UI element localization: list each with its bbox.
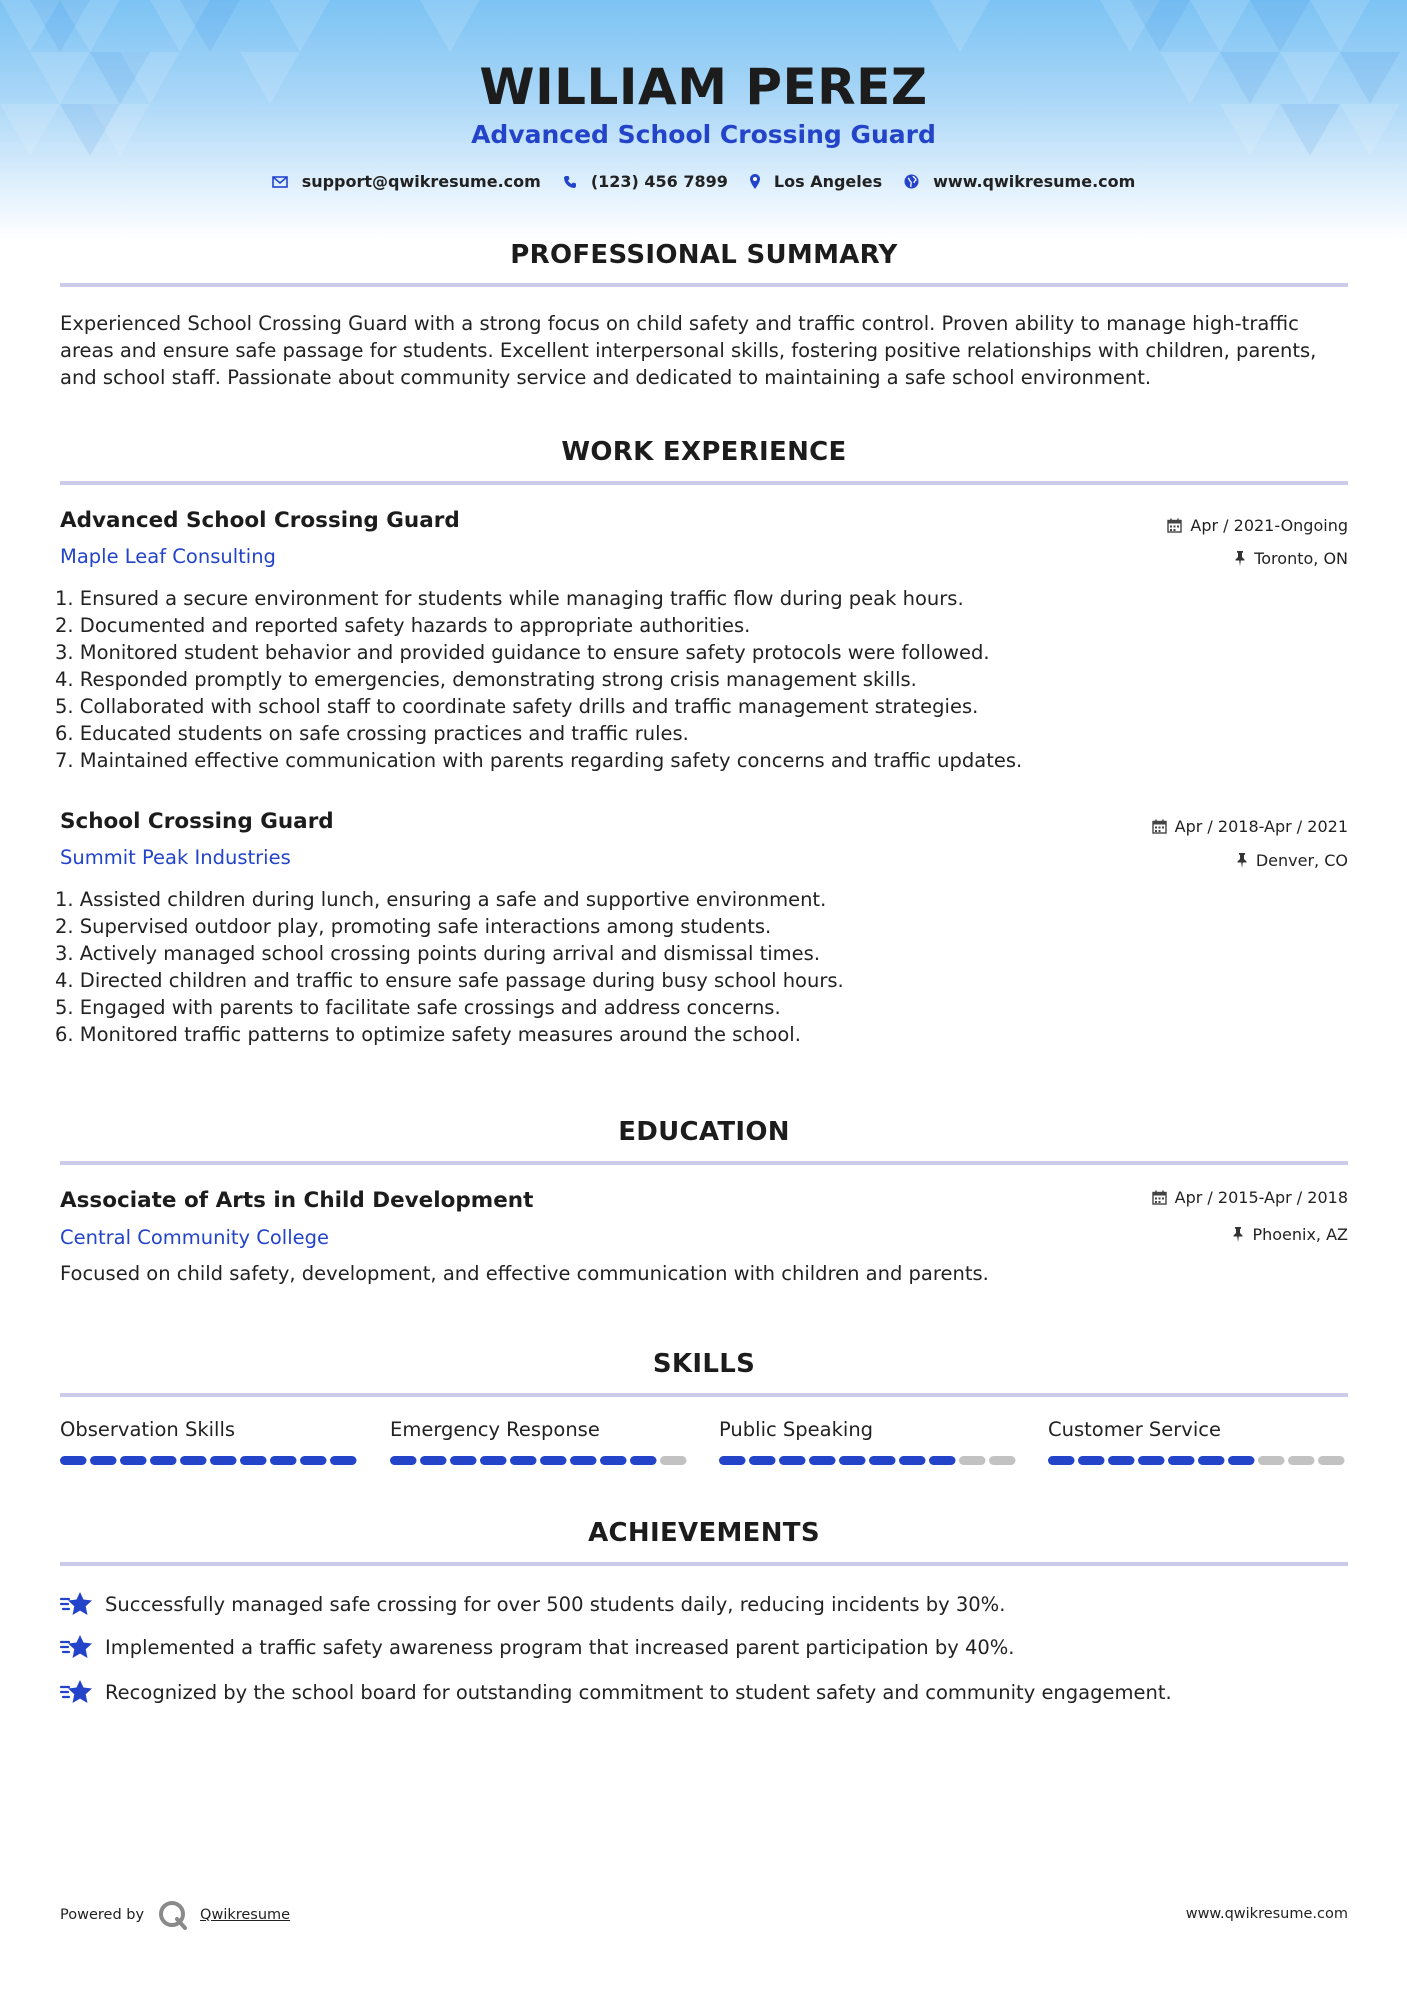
list-item: 5. Engaged with parents to facilitate safe crossings and address concerns. — [55, 996, 781, 1019]
footer-powered-by — [60, 1900, 290, 1930]
skill-segment-empty — [1288, 1456, 1315, 1465]
job-title: Advanced School Crossing Guard — [60, 508, 460, 533]
skill-segment-filled — [90, 1456, 117, 1465]
achievement-item — [60, 1678, 1172, 1706]
skill-segment-filled — [450, 1456, 477, 1465]
skill-segment-filled — [630, 1456, 657, 1465]
section-divider — [60, 283, 1348, 287]
skill-segment-empty — [1258, 1456, 1285, 1465]
section-divider — [60, 481, 1348, 485]
skill-segment-filled — [270, 1456, 297, 1465]
skill-segment-filled — [570, 1456, 597, 1465]
phone-icon — [563, 175, 577, 189]
powered-by-label: Powered by — [60, 1907, 145, 1923]
section-title-summary: PROFESSIONAL SUMMARY — [510, 240, 898, 270]
calendar-icon — [1152, 1190, 1167, 1205]
skill-segment-filled — [1048, 1456, 1075, 1465]
list-item: 7. Maintained effective communication with parents regarding safety concerns and traffic updates. — [55, 749, 1023, 772]
job-bullets — [55, 585, 1345, 774]
pushpin-icon — [1232, 1227, 1244, 1242]
skill-segment-filled — [749, 1456, 776, 1465]
skill-segment-filled — [180, 1456, 207, 1465]
education-degree: Associate of Arts in Child Development — [60, 1188, 534, 1213]
skill-segment-filled — [240, 1456, 267, 1465]
skill-segment-filled — [120, 1456, 147, 1465]
job-location — [1234, 549, 1348, 568]
skill-segment-empty — [1318, 1456, 1345, 1465]
skill-segment-filled — [540, 1456, 567, 1465]
job-company: Summit Peak Industries — [60, 846, 291, 869]
achievement-item — [60, 1633, 1015, 1661]
list-item: 3. Actively managed school crossing points during arrival and dismissal times. — [55, 942, 821, 965]
skill-segment-filled — [480, 1456, 507, 1465]
skill-segment-filled — [510, 1456, 537, 1465]
section-title-achievements: ACHIEVEMENTS — [588, 1518, 820, 1548]
education-description: Focused on child safety, development, and effective communication with children and parents. — [60, 1262, 989, 1285]
skill-segment-filled — [1108, 1456, 1135, 1465]
section-divider — [60, 1161, 1348, 1165]
education-dates-text: Apr / 2015-Apr / 2018 — [1174, 1188, 1348, 1207]
skill-segment-filled — [869, 1456, 896, 1465]
skill-segment-filled — [929, 1456, 956, 1465]
education-dates — [1152, 1188, 1348, 1207]
skill-segment-filled — [150, 1456, 177, 1465]
job-dates — [1167, 516, 1348, 535]
skill-name: Emergency Response — [390, 1418, 600, 1441]
skill-item — [719, 1418, 1019, 1441]
skill-segment-filled — [1078, 1456, 1105, 1465]
section-title-experience: WORK EXPERIENCE — [561, 437, 847, 467]
list-item: 1. Assisted children during lunch, ensuring a safe and supportive environment. — [55, 888, 827, 911]
job-bullets — [55, 886, 1345, 1048]
section-divider — [60, 1562, 1348, 1566]
skill-segment-filled — [330, 1456, 357, 1465]
skill-name: Public Speaking — [719, 1418, 874, 1441]
location-text: Los Angeles — [773, 172, 883, 191]
achievement-item — [60, 1590, 1005, 1618]
skill-name: Observation Skills — [60, 1418, 236, 1441]
envelope-icon — [272, 176, 288, 188]
job-dates-text: Apr / 2018-Apr / 2021 — [1174, 817, 1348, 836]
skill-name: Customer Service — [1048, 1418, 1221, 1441]
phone-text: (123) 456 7899 — [590, 172, 728, 191]
website-text: www.qwikresume.com — [933, 172, 1136, 191]
list-item: 1. Ensured a secure environment for students while managing traffic flow during peak hours. — [55, 587, 964, 610]
skill-segment-filled — [300, 1456, 327, 1465]
skill-level-bar — [390, 1456, 690, 1465]
list-item: 6. Monitored traffic patterns to optimize safety measures around the school. — [55, 1023, 801, 1046]
job-title: School Crossing Guard — [60, 809, 334, 834]
job-dates-text: Apr / 2021-Ongoing — [1190, 516, 1348, 535]
skill-segment-filled — [779, 1456, 806, 1465]
skill-segment-filled — [719, 1456, 746, 1465]
skill-item — [60, 1418, 360, 1441]
skill-segment-filled — [600, 1456, 627, 1465]
skill-segment-filled — [839, 1456, 866, 1465]
contact-email[interactable] — [272, 172, 541, 191]
pushpin-icon — [1234, 551, 1246, 566]
skill-segment-filled — [1198, 1456, 1225, 1465]
skill-segment-empty — [989, 1456, 1016, 1465]
list-item: 4. Directed children and traffic to ensure safe passage during busy school hours. — [55, 969, 844, 992]
section-divider — [60, 1393, 1348, 1397]
list-item: 3. Monitored student behavior and provided guidance to ensure safety protocols were followed. — [55, 641, 990, 664]
shooting-star-icon — [60, 1678, 93, 1706]
map-pin-icon — [750, 174, 760, 189]
skill-segment-filled — [420, 1456, 447, 1465]
email-text: support@qwikresume.com — [301, 172, 541, 191]
job-dates — [1152, 817, 1348, 836]
job-location-text: Denver, CO — [1255, 851, 1348, 870]
education-location-text: Phoenix, AZ — [1252, 1225, 1348, 1244]
calendar-icon — [1167, 518, 1182, 533]
list-item: 2. Documented and reported safety hazards to appropriate authorities. — [55, 614, 751, 637]
resume-header — [0, 0, 1407, 240]
candidate-title: Advanced School Crossing Guard — [471, 120, 936, 149]
globe-icon — [904, 174, 919, 189]
skill-segment-filled — [1168, 1456, 1195, 1465]
skill-segment-filled — [390, 1456, 417, 1465]
achievement-text: Successfully managed safe crossing for over 500 students daily, reducing incidents by 30%. — [105, 1592, 1006, 1616]
skill-level-bar — [60, 1456, 360, 1465]
education-school: Central Community College — [60, 1226, 330, 1249]
skill-level-bar — [719, 1456, 1019, 1465]
brand-link[interactable]: Qwikresume — [200, 1907, 291, 1923]
shooting-star-icon — [60, 1590, 93, 1618]
skill-segment-filled — [899, 1456, 926, 1465]
skill-item — [390, 1418, 690, 1441]
skill-item — [1048, 1418, 1348, 1441]
achievement-text: Recognized by the school board for outstanding commitment to student safety and community engagement. — [105, 1680, 1172, 1704]
skill-segment-empty — [660, 1456, 687, 1465]
pushpin-icon — [1236, 853, 1248, 868]
job-company: Maple Leaf Consulting — [60, 545, 276, 568]
contact-website[interactable] — [904, 172, 1135, 191]
job-location — [1236, 851, 1348, 870]
qwikresume-logo-icon — [158, 1900, 188, 1930]
footer-website[interactable]: www.qwikresume.com — [1185, 1906, 1348, 1922]
contact-phone[interactable] — [563, 172, 728, 191]
list-item: 6. Educated students on safe crossing practices and traffic rules. — [55, 722, 689, 745]
summary-text: Experienced School Crossing Guard with a strong focus on child safety and traffic control. Proven ability to manage high-traffic areas and ensure safe passage for students. Excellent interpersonal skills, fostering positive relationships with children, parents, and school staff. Passionate about community service and dedicated to maintaining a safe school environment. — [60, 312, 1317, 389]
job-location-text: Toronto, ON — [1254, 549, 1348, 568]
list-item: 5. Collaborated with school staff to coordinate safety drills and traffic management strategies. — [55, 695, 979, 718]
education-location — [1232, 1225, 1348, 1244]
skill-level-bar — [1048, 1456, 1348, 1465]
skill-segment-filled — [809, 1456, 836, 1465]
skill-segment-empty — [959, 1456, 986, 1465]
section-title-skills: SKILLS — [652, 1349, 756, 1379]
achievement-text: Implemented a traffic safety awareness program that increased parent participation by 40%. — [105, 1635, 1015, 1659]
list-item: 4. Responded promptly to emergencies, demonstrating strong crisis management skills. — [55, 668, 917, 691]
section-title-education: EDUCATION — [618, 1117, 790, 1147]
skill-segment-filled — [60, 1456, 87, 1465]
shooting-star-icon — [60, 1633, 93, 1661]
contact-location — [750, 172, 882, 191]
skill-segment-filled — [1228, 1456, 1255, 1465]
contact-bar — [0, 172, 1407, 191]
calendar-icon — [1152, 819, 1167, 834]
candidate-name: WILLIAM PEREZ — [479, 58, 928, 116]
skill-segment-filled — [210, 1456, 237, 1465]
list-item: 2. Supervised outdoor play, promoting safe interactions among students. — [55, 915, 772, 938]
skill-segment-filled — [1138, 1456, 1165, 1465]
